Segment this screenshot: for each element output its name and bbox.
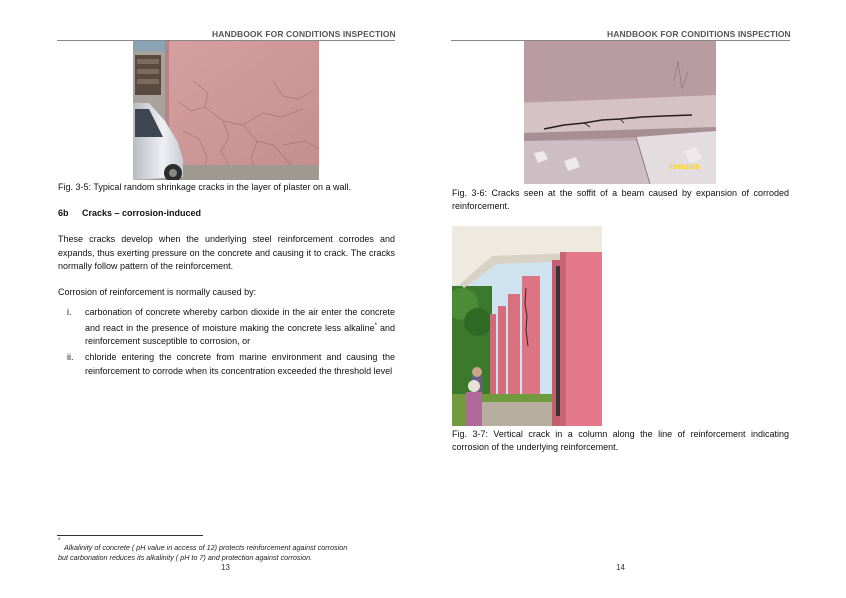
list-item-chloride-text: chloride entering the concrete from marine environment and causing the reinforcement to corrode when its concentration exceeded the threshold level [85, 352, 395, 376]
section-title: Cracks – corrosion-induced [82, 208, 202, 218]
page-number-left: 13 [221, 563, 230, 572]
fig-3-5-caption: Fig. 3-5: Typical random shrinkage cracks in the layer of plaster on a wall. [58, 182, 351, 192]
footnote-rule [57, 535, 203, 536]
footnote-line-1: Alkalinity of concrete ( pH value in access of 12) protects reinforcement against corrosion [64, 543, 348, 552]
list-item-carbonation-text: carbonation of concrete whereby carbon dioxide in the air enter the concrete and react in the presence of moisture making the concrete less alkaline [85, 307, 395, 333]
footnote-reference: * [374, 322, 377, 329]
list-marker-i: i. [67, 307, 72, 317]
footnote-mark: * [58, 538, 61, 544]
left-header: HANDBOOK FOR CONDITIONS INSPECTION [212, 29, 396, 39]
right-header: HANDBOOK FOR CONDITIONS INSPECTION [607, 29, 791, 39]
page-number-right: 14 [616, 563, 625, 572]
fig-3-6-caption: Fig. 3-6: Cracks seen at the soffit of a beam caused by expansion of corroded reinforcement. [452, 188, 789, 211]
fig-3-7-caption: Fig. 3-7: Vertical crack in a column along the line of reinforcement indicating corrosion of the underlying reinforcement. [452, 429, 789, 452]
list-item-chloride [85, 351, 395, 378]
footnote-line-2: but carbonation reduces its alkalinity ( pH to 7) and protection against corrosion. [58, 553, 313, 562]
list-marker-ii: ii. [67, 352, 74, 362]
photo-wall-shrinkage-cracks [133, 41, 319, 180]
section-number: 6b [58, 208, 69, 218]
photo-beam-soffit-crack [524, 41, 716, 184]
paragraph-causes-intro: Corrosion of reinforcement is normally caused by: [58, 287, 257, 297]
photo-column-vertical-crack [452, 226, 602, 426]
list-item-carbonation [85, 306, 395, 349]
photo-datestamp: 01/01/2005 [669, 165, 700, 171]
paragraph-corrosion-cracks: These cracks develop when the underlying steel reinforcement corrodes and expands, thus exerting pressure on the concrete and causing it to crack. The cracks normally follow pattern of the reinforcement. [58, 234, 395, 271]
list-item-carbonation-text-end: and reinforcement susceptible to corrosion, or [85, 322, 395, 346]
